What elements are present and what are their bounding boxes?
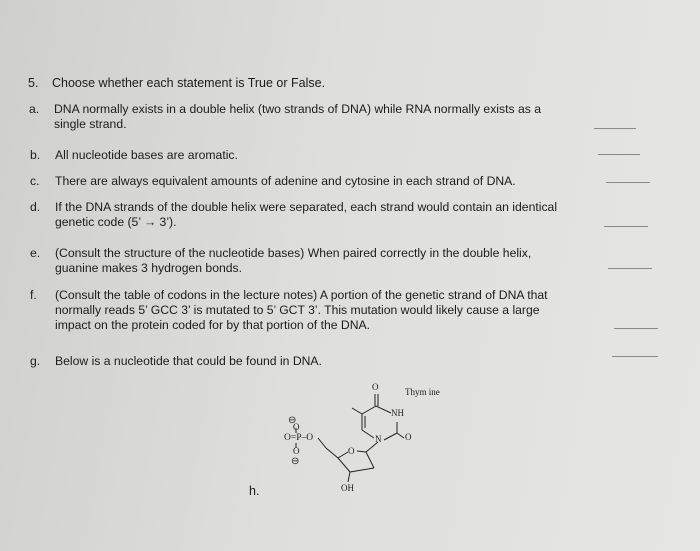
- statement-text-line: All nucleotide bases are aromatic.: [55, 148, 238, 162]
- bond-line: [357, 451, 366, 452]
- statement-text-line: genetic code (5’ → 3’).: [55, 215, 177, 229]
- phosphate-oxygen-top: O: [293, 422, 300, 432]
- phosphate-charge-bottom: ⊖: [291, 456, 300, 467]
- statement-text-line: Below is a nucleotide that could be found in DNA.: [55, 354, 322, 368]
- statement-letter: b.: [30, 148, 41, 162]
- statement-text-line: guanine makes 3 hydrogen bonds.: [55, 261, 243, 275]
- sugar-oxygen-label: O: [348, 446, 355, 456]
- statement-letter: d.: [30, 200, 41, 214]
- statement-letter: f.: [30, 288, 37, 302]
- statement-text-line: If the DNA strands of the double helix were separated, each strand would contain an identical: [55, 200, 558, 214]
- question-number: 5.: [28, 76, 39, 90]
- phosphate-label: O=P–O: [284, 433, 314, 443]
- bond-line: [362, 430, 374, 438]
- phosphate-oxygen-bottom: O: [293, 446, 300, 456]
- bond-line: [338, 458, 350, 472]
- n-label: N: [375, 434, 382, 444]
- bond-line: [326, 448, 338, 458]
- bond-line: [384, 433, 397, 440]
- bond-line: [376, 406, 391, 413]
- statement-letter: c.: [30, 174, 40, 188]
- statement-text-line: (Consult the structure of the nucleotide bases) When paired correctly in the double helix,: [55, 246, 532, 260]
- hydroxyl-label: OH: [341, 483, 354, 493]
- statement-letter: a.: [29, 102, 40, 116]
- bond-line: [352, 408, 362, 414]
- question-prompt: Choose whether each statement is True or False.: [52, 76, 326, 90]
- ring-oxygen-label: O: [405, 432, 412, 442]
- bond-line: [350, 468, 374, 472]
- carbonyl-oxygen-label: O: [372, 382, 379, 392]
- base-name-label: Thym ine: [405, 387, 440, 397]
- statement-text-line: There are always equivalent amounts of adenine and cytosine in each strand of DNA.: [55, 174, 516, 188]
- statement-text-line: normally reads 5’ GCC 3’ is mutated to 5’ GCT 3’. This mutation would likely cause a large: [55, 303, 540, 317]
- phosphate-charge-top: ⊖: [288, 415, 297, 426]
- nh-label: NH: [391, 408, 404, 418]
- bond-line: [318, 438, 326, 448]
- statement-text-line: impact on the protein coded for by that portion of the DNA.: [55, 318, 371, 332]
- bond-line: [338, 452, 348, 458]
- statement-letter: e.: [30, 246, 41, 260]
- statement-letter: g.: [30, 354, 41, 368]
- part-h-label: h.: [249, 484, 260, 498]
- bond-line: [362, 406, 376, 414]
- bond-line: [348, 472, 350, 482]
- statement-text-line: (Consult the table of codons in the lecture notes) A portion of the genetic strand of DNA that: [55, 288, 548, 302]
- bond-line: [397, 433, 404, 438]
- statement-text-line: DNA normally exists in a double helix (two strands of DNA) while RNA normally exists as a: [54, 102, 542, 116]
- statement-text-line: single strand.: [54, 117, 127, 131]
- bond-line: [366, 452, 374, 468]
